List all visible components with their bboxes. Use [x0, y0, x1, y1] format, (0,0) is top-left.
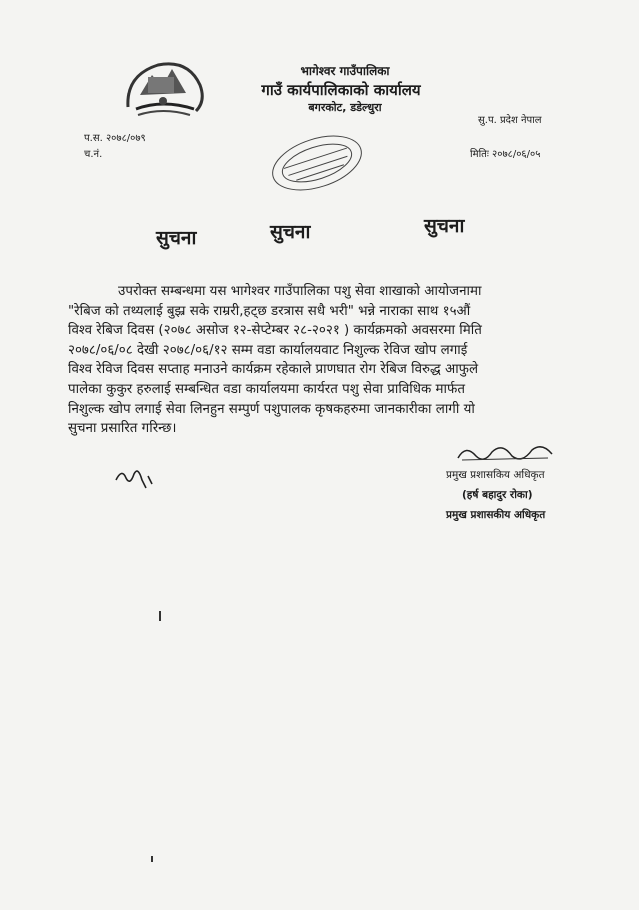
body-line: "रेबिज को तथ्यलाई बुझ्र सके राम्ररी,हट्छ डरत्रास सधै भरी" भन्ने नाराका साथ १५औं: [68, 303, 471, 319]
signatory-designation: प्रमुख प्रशासकीय अधिकृत: [446, 509, 546, 521]
body-line: पालेका कुकुर हरुलाई सम्बन्धित वडा कार्यालयमा कार्यरत पशु सेवा प्राविधिक मार्फत: [68, 381, 465, 397]
letter-date: मितिः २०७८/०६/०५: [470, 149, 541, 160]
office-stamp: [262, 128, 372, 198]
body-line: निशुल्क खोप लगाई सेवा लिनहुन सम्पुर्ण पशुपालक कृषकहरुमा जानकारीका लागी यो: [68, 401, 475, 417]
handwritten-initial: [112, 462, 162, 492]
notice-heading: सुचना: [424, 215, 465, 237]
pen-mark: [151, 856, 153, 862]
body-line: सुचना प्रसारित गरिन्छ।: [68, 421, 177, 437]
signature-scribble: [452, 440, 562, 466]
office-address: बगरकोट, डडेल्धुरा: [308, 101, 382, 114]
notice-heading: सुचना: [156, 227, 197, 249]
reference-number: प.स. २०७८/०७९: [84, 133, 146, 144]
province-label: सु.प. प्रदेश नेपाल: [478, 115, 542, 126]
body-line: विश्व रेविज दिवस सप्ताह मनाउने कार्यक्रम रहेकाले प्राणघात रोग रेबिज विरुद्ध आफुले: [68, 362, 479, 378]
office-name: गाउँ कार्यपालिकाको कार्यालय: [261, 81, 421, 99]
signatory-name: (हर्ष बहादुर रोका): [462, 489, 533, 501]
pen-mark: [159, 611, 161, 621]
body-line: विश्व रेबिज दिवस (२०७८ असोज १२-सेप्टेम्बर २८-२०२१ ) कार्यक्रमको अवसरमा मिति: [68, 323, 482, 339]
dispatch-number: च.नं.: [84, 149, 103, 160]
municipality-name: भागेश्वर गाउँपालिका: [300, 64, 390, 78]
body-line: २०७८/०६/०८ देखी २०७८/०६/१२ सम्म वडा कार्यालयवाट निशुल्क रेविज खोप लगाई: [68, 342, 468, 358]
notice-heading: सुचना: [270, 221, 311, 243]
municipality-logo: [118, 55, 208, 121]
notice-body: [68, 282, 568, 439]
body-line: उपरोक्त सम्बन्धमा यस भागेश्वर गाउँपालिका पशु सेवा शाखाको आयोजनामा: [118, 284, 482, 299]
signatory-title: प्रमुख प्रशासकिय अधिकृत: [446, 469, 545, 481]
